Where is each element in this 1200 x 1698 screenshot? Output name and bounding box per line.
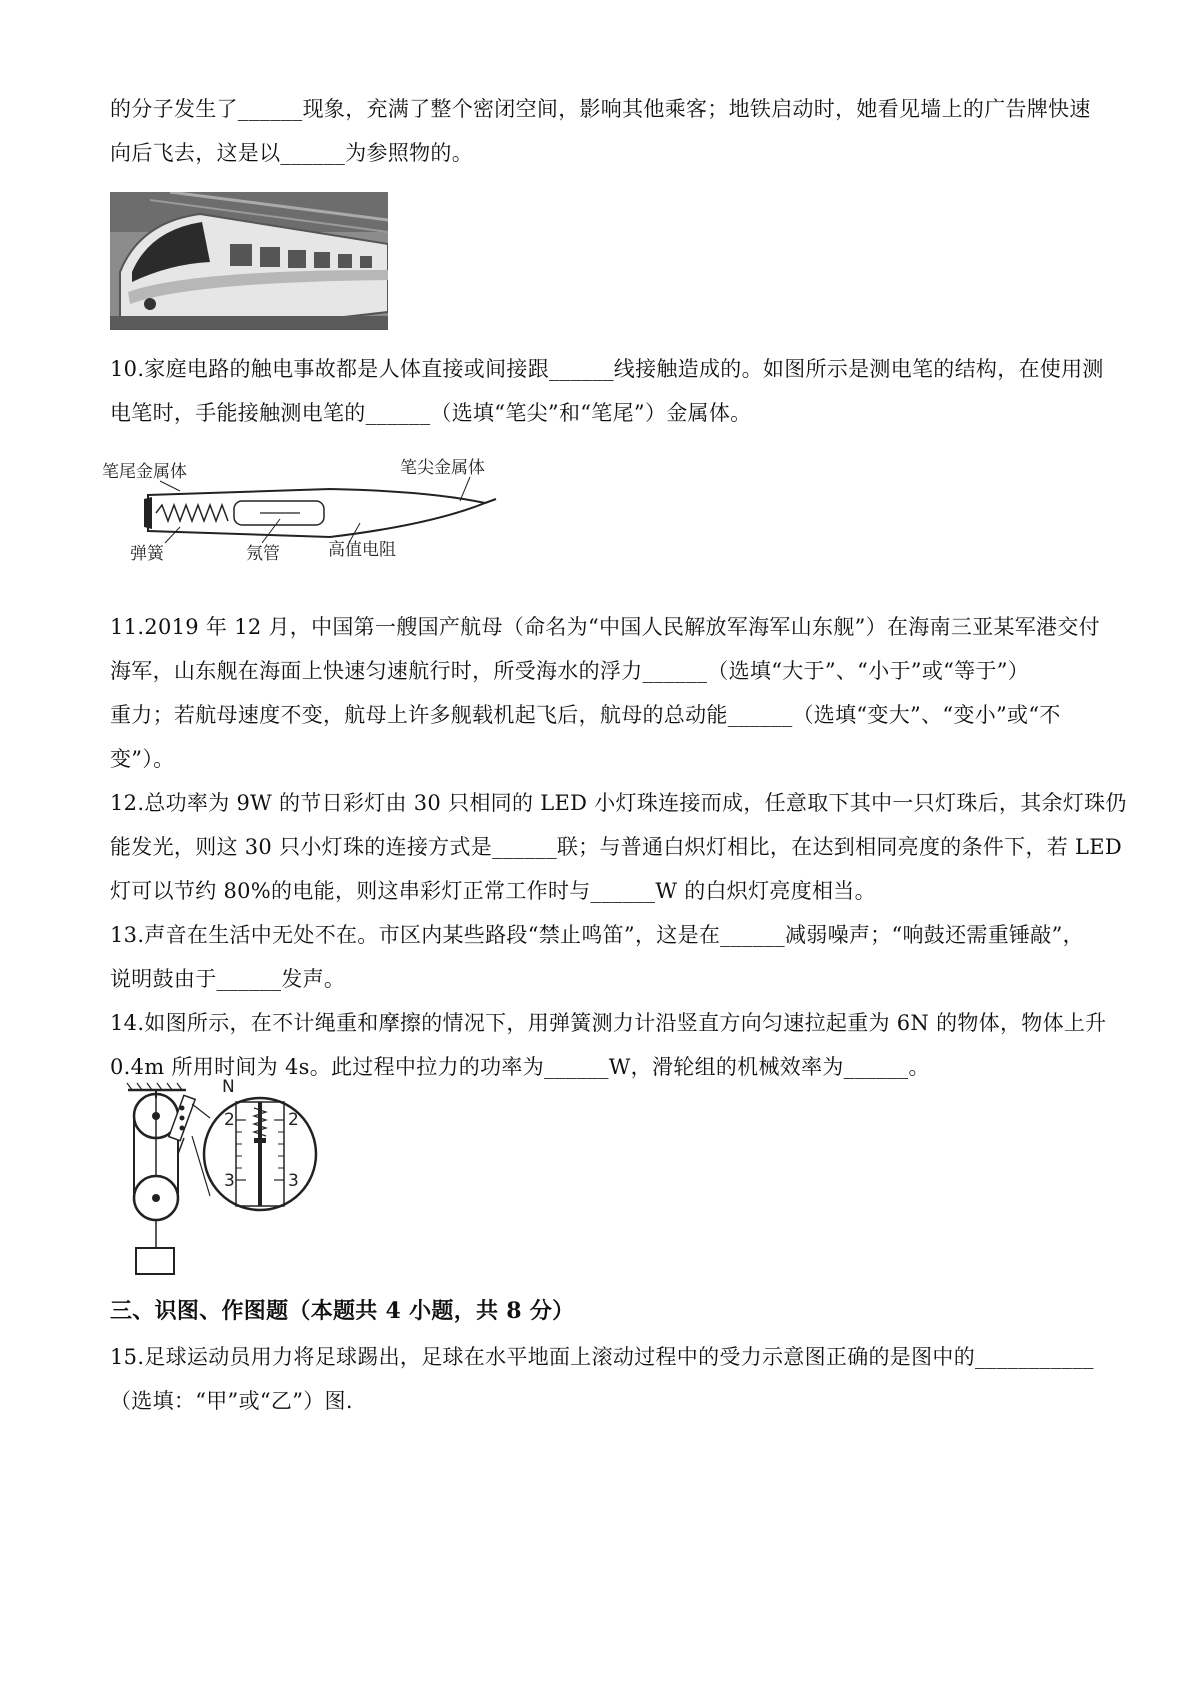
q11-line-4: 变”）。 (110, 747, 175, 771)
label-tip-metal: 笔尖金属体 (400, 458, 485, 478)
q12-line-2: 能发光，则这 30 只小灯珠的连接方式是______联；与普通白炽灯相比，在达到相同亮度的条件下，若 LED (110, 835, 1123, 859)
q10-line-1: 10.家庭电路的触电事故都是人体直接或间接跟______线接触造成的。如图所示是测电笔的结构，在使用测 (110, 357, 1104, 381)
q12-line-3: 灯可以节约 80%的电能，则这串彩灯正常工作时与______W 的白炽灯亮度相当。 (110, 879, 876, 903)
q14-line-2: 0.4m 所用时间为 4s。此过程中拉力的功率为______W，滑轮组的机械效率为______。 (110, 1055, 930, 1079)
q15-line-2: （选填：“甲”或“乙”）图. (110, 1389, 353, 1413)
q12-line-1: 12.总功率为 9W 的节日彩灯由 30 只相同的 LED 小灯珠连接而成，任意取下其中一只灯珠后，其余灯珠仍 (110, 791, 1127, 815)
scale-tick-3-left: 3 (224, 1171, 235, 1191)
scale-tick-2-right: 2 (288, 1110, 299, 1130)
label-tail-metal: 笔尾金属体 (102, 462, 187, 482)
label-spring: 弹簧 (130, 544, 164, 564)
scale-unit-label: N (222, 1078, 235, 1097)
label-high-resistor: 高值电阻 (328, 540, 396, 560)
q14-line-1: 14.如图所示，在不计绳重和摩擦的情况下，用弹簧测力计沿竖直方向匀速拉起重为 6N 的物体，物体上升 (110, 1011, 1107, 1035)
q11-line-2: 海军，山东舰在海面上快速匀速航行时，所受海水的浮力______（选填“大于”、“小于”或“等于”） (110, 659, 1030, 683)
scale-tick-2-left: 2 (224, 1110, 235, 1130)
q11-line-3: 重力；若航母速度不变，航母上许多舰载机起飞后，航母的总动能______（选填“变大”、“变小”或“不 (110, 703, 1061, 727)
label-neon-tube: 氖管 (246, 544, 280, 564)
q13-line-2: 说明鼓由于______发声。 (110, 967, 346, 991)
q9-line-2: 向后飞去，这是以______为参照物的。 (110, 141, 473, 165)
section-3-heading: 三、识图、作图题（本题共 4 小题，共 8 分） (110, 1298, 575, 1324)
q11-line-1: 11.2019 年 12 月，中国第一艘国产航母（命名为“中国人民解放军海军山东舰”）在海南三亚某军港交付 (110, 615, 1100, 639)
q10-line-2: 电笔时，手能接触测电笔的______（选填“笔尖”和“笔尾”）金属体。 (110, 401, 752, 425)
subway-train-photo (110, 192, 388, 330)
q15-line-1: 15.足球运动员用力将足球踢出，足球在水平地面上滚动过程中的受力示意图正确的是图中的___________ (110, 1345, 1094, 1369)
q9-line-1: 的分子发生了______现象，充满了整个密闭空间，影响其他乘客；地铁启动时，她看见墙上的广告牌快速 (110, 97, 1091, 121)
q13-line-1: 13.声音在生活中无处不在。市区内某些路段“禁止鸣笛”，这是在______减弱噪声；“响鼓还需重锤敲”， (110, 923, 1084, 947)
test-pen-diagram (100, 455, 510, 565)
pulley-system-diagram (118, 1078, 330, 1280)
scale-tick-3-right: 3 (288, 1171, 299, 1191)
